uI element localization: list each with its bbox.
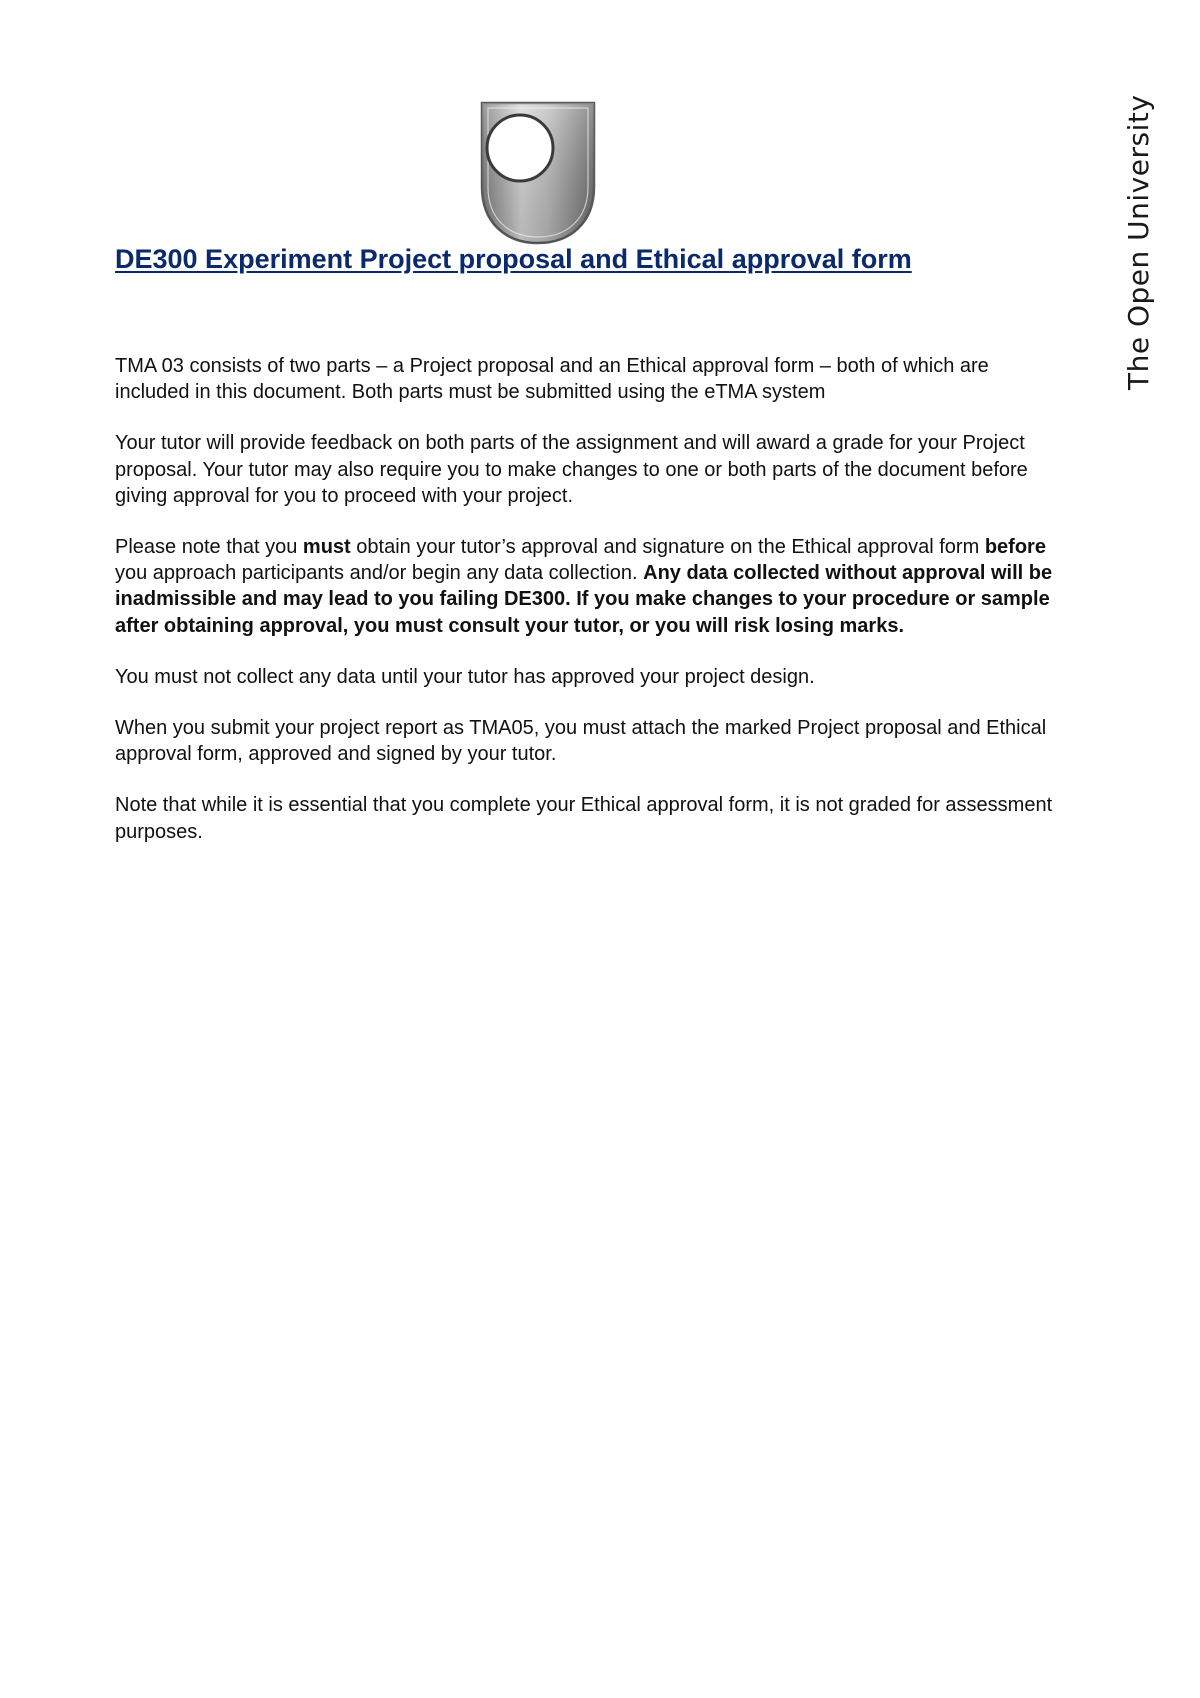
paragraph-intro: TMA 03 consists of two parts – a Project proposal and an Ethical approval form – both of which are included in this document. Both parts must be submitted using the eTMA system — [115, 355, 989, 404]
text-span: you approach participants and/or begin any data collection. — [115, 562, 644, 585]
brand-text: The Open University — [1122, 94, 1155, 390]
paragraph-feedback: Your tutor will provide feedback on both parts of the assignment and will award a grade for your Project proposal. Your tutor may also require you to make changes to one or both parts of the document before giving approval for you to proceed with your project. — [115, 432, 1028, 507]
text-span: Please note that you — [115, 536, 303, 559]
document-title: DE300 Experiment Project proposal and Ethical approval form — [115, 244, 912, 274]
text-span: obtain your tutor’s approval and signature on the Ethical approval form — [350, 536, 985, 559]
warning-text: Any data collected without approval will be inadmissible and may lead to you failing DE300. If you make changes to your procedure or sample after obtaining approval, you must consult your tutor, or you will risk losing marks. — [115, 562, 1053, 637]
emphasis-before: before — [984, 536, 1046, 559]
paragraph-no-data: You must not collect any data until your tutor has approved your project design. — [115, 665, 815, 688]
paragraph-approval-notice — [115, 534, 1065, 639]
paragraph-grading-note: Note that while it is essential that you complete your Ethical approval form, it is not graded for assessment purposes. — [115, 794, 1053, 843]
document-body — [115, 353, 1065, 870]
paragraph-submission: When you submit your project report as TMA05, you must attach the marked Project proposal and Ethical approval form, approved and signed by your tutor. — [115, 717, 1047, 766]
open-university-wordmark — [1118, 94, 1160, 390]
emphasis-must: must — [302, 536, 351, 559]
open-university-shield-icon — [478, 101, 598, 245]
